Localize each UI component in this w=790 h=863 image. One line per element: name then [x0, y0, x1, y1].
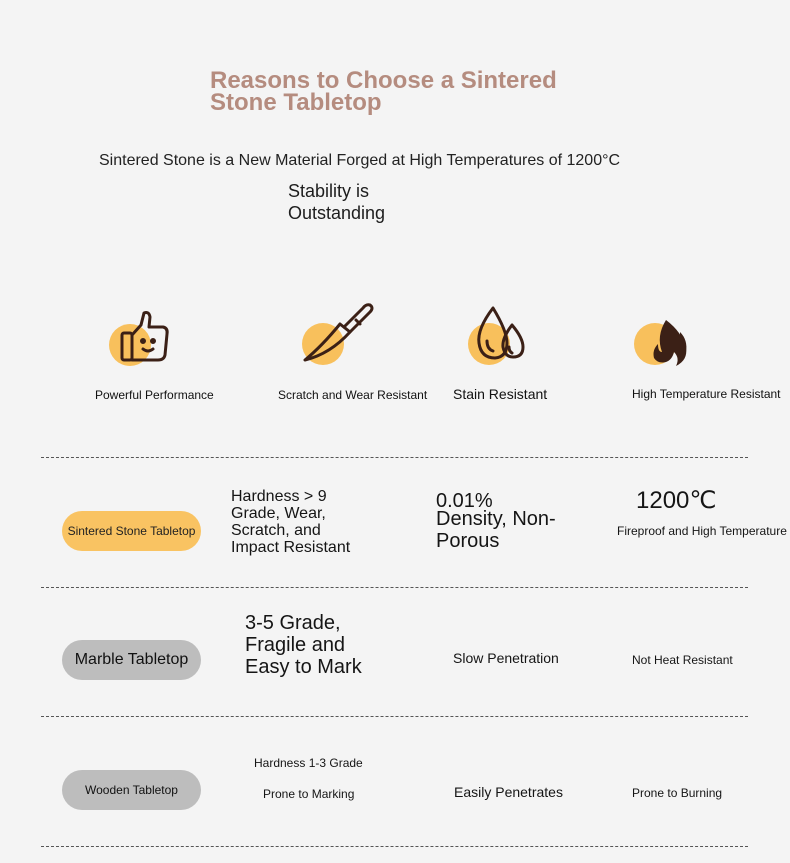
drops-icon	[465, 303, 545, 373]
wooden-hardness-text: Hardness 1-3 Grade	[254, 756, 363, 770]
knife-icon	[300, 302, 380, 372]
divider	[41, 587, 748, 588]
row-label-marble: Marble Tabletop	[62, 640, 201, 680]
sintered-density-value: 0.01%	[436, 490, 493, 512]
divider	[41, 716, 748, 717]
wooden-heat-text: Prone to Burning	[632, 786, 723, 800]
flame-icon	[630, 310, 710, 380]
sintered-density-text: Density, Non-Porous	[436, 508, 556, 552]
feature-label-scratch: Scratch and Wear Resistant	[278, 388, 428, 402]
sintered-heat-value: 1200℃	[636, 487, 717, 514]
feature-label-temperature: High Temperature Resistant	[632, 387, 781, 401]
row-label-sintered-stone: Sintered Stone Tabletop	[62, 511, 201, 551]
stability-heading: Stability is Outstanding	[288, 181, 386, 223]
page-subtitle: Sintered Stone is a New Material Forged at High Temperatures of 1200°C	[99, 152, 621, 169]
marble-hardness-text: 3-5 Grade, Fragile and Easy to Mark	[245, 612, 362, 678]
thumbs-up-icon	[105, 305, 185, 375]
divider	[41, 457, 748, 458]
page-title: Reasons to Choose a Sintered Stone Tabletop	[210, 67, 557, 116]
wooden-penetration-text: Easily Penetrates	[454, 784, 563, 800]
sintered-hardness-text: Hardness > 9 Grade, Wear, Scratch, and Impact Resistant	[231, 488, 351, 556]
row-label-wooden: Wooden Tabletop	[62, 770, 201, 810]
marble-heat-text: Not Heat Resistant	[632, 653, 733, 667]
marble-penetration-text: Slow Penetration	[453, 650, 559, 666]
divider	[41, 846, 748, 847]
sintered-heat-text: Fireproof and High Temperature	[617, 524, 787, 538]
feature-label-performance: Powerful Performance	[95, 388, 214, 402]
feature-label-stain: Stain Resistant	[453, 386, 548, 402]
wooden-marking-text: Prone to Marking	[263, 787, 355, 801]
